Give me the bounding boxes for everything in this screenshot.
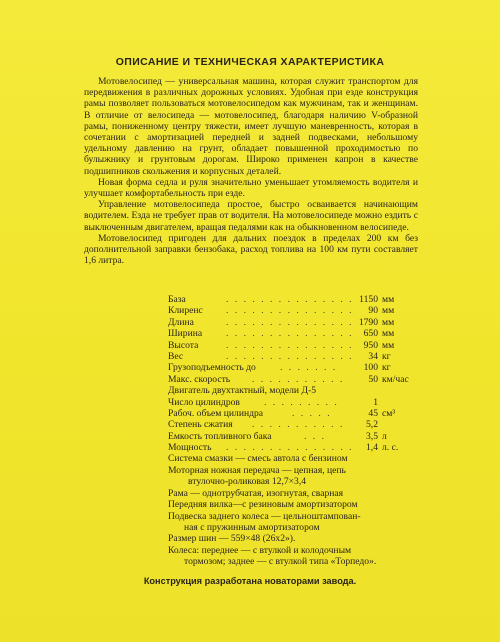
spec-label: Емкость топливного бака (168, 430, 272, 442)
spec-label: Степень сжатия (168, 419, 233, 431)
dot-leader: . . . . . . . (280, 362, 338, 374)
spec-label: Вес (168, 350, 184, 362)
spec-row (168, 340, 430, 351)
spec-label: Ширина (168, 328, 203, 340)
engine-spec-row (168, 419, 430, 430)
spec-value: 90 (368, 305, 378, 317)
spec-unit: л (382, 430, 387, 442)
spec-value: 100 (363, 362, 378, 374)
engine-spec-row (168, 408, 430, 419)
paragraph-comfort: Новая форма седла и руля значительно уменьшает утомляемость водителя и улучшает комфортабельность при езде. (84, 176, 418, 200)
dot-leader: . . . . . . . . . . . . . . . (226, 294, 354, 305)
spec-value: 650 (363, 328, 378, 340)
wheels-line-cont: тормозом; заднее — с втулкой типа «Торпедо». (184, 556, 377, 568)
dot-leader: . . . . . . . . . . . (252, 373, 345, 385)
frame-line: Рама — однотрубчатая, изогнутая, сварная (168, 487, 344, 499)
engine-spec-row (168, 442, 430, 453)
spec-row (168, 328, 430, 339)
transmission-line-cont: втулочно-роликовая 12,7×3,4 (188, 476, 307, 488)
spec-value: 50 (368, 373, 378, 385)
transmission-line: Моторная ножная передача — цепная, цепь (168, 464, 346, 476)
spec-unit: мм (382, 294, 395, 305)
spec-value: 3,5 (366, 430, 378, 442)
dot-leader: . . . . . (292, 407, 332, 419)
rear-suspension-line-cont: ная с пружинным амортизатором (184, 521, 320, 533)
description-text (84, 76, 418, 266)
spec-list (168, 294, 430, 568)
paragraph-control: Управление мотовелосипеда простое, быстро осваивается начинающим водителем. Езда не требует прав от водителя. На мотовелосипеде можно ездить с выключенным двигателем, вращая педалями как на обыкновенном велосипеде. (84, 199, 418, 233)
spec-value: 34 (368, 350, 378, 362)
fork-line: Передняя вилка—с резиновым амортизатором (168, 499, 358, 511)
spec-label: Клиренс (168, 305, 203, 317)
spec-label: Мощность (168, 442, 212, 454)
spec-label: Число цилиндров (168, 396, 240, 408)
spec-row (168, 351, 430, 362)
dot-leader: . . . . . . . . . (264, 396, 339, 408)
dot-leader: . . . . . . . . . . . (252, 419, 345, 431)
dot-leader: . . . . . . . . . . . . . . . (226, 305, 354, 317)
dot-leader: . . . . . . . . . . . . . . . (226, 339, 354, 351)
paragraph-intro: Мотовелосипед — универсальная машина, которая служит транспортом для передвижения в различных дорожных условиях. Удобная при езде конструкция рамы позволяет пользоваться мотовелосипедом как мужчинам, так и женщинам. В отличие от велосипеда — мотовелосипед, благодаря наличию V-образной рамы, пониженному центру тяжести, имеет лучшую маневренность, которая в сочетании с амортизацией передней и задней подвесками, небольшому удельному давлению на грунт, обладает повышенной проходимостью по булыжнику и грунтовым дорогам. Широко применен капрон в качестве подшипников скольжения и корпусных деталей. (84, 76, 418, 177)
spec-value: 1150 (359, 294, 378, 305)
dot-leader: . . . . . . . . . . . . . . . (226, 316, 354, 328)
lubrication-line: Система смазки — смесь автола с бензином (168, 453, 348, 465)
spec-unit: км/час (382, 373, 409, 385)
page-title: ОПИСАНИЕ И ТЕХНИЧЕСКАЯ ХАРАКТЕРИСТИКА (115, 56, 385, 68)
spec-label: Рабоч. объем цилиндра (168, 407, 264, 419)
dot-leader: . . . . . . . . . . . . . . . (226, 442, 354, 454)
engine-title: Двигатель двухтактный, модели Д-5 (168, 385, 316, 397)
spec-label: Макс. скорость (168, 373, 231, 385)
spec-value: 5,2 (366, 419, 378, 431)
spec-value: 950 (363, 339, 378, 351)
spec-label: База (168, 294, 186, 305)
spec-unit: л. с. (382, 442, 399, 454)
dot-leader: . . . (304, 430, 326, 442)
spec-row (168, 305, 430, 316)
spec-unit: мм (382, 305, 395, 317)
spec-unit: мм (382, 316, 395, 328)
spec-row (168, 362, 430, 373)
paragraph-range: Мотовелосипед пригоден для дальних поездок в пределах 200 км без дополнительной заправки бензобака, расход топлива на 100 км пути составляет 1,6 литра. (84, 232, 418, 267)
spec-value: 1,4 (366, 442, 378, 454)
spec-unit: кг (382, 362, 391, 374)
spec-row (168, 294, 430, 305)
spec-value: 45 (368, 407, 378, 419)
spec-unit: см³ (382, 407, 396, 419)
spec-value: 1 (373, 396, 378, 408)
spec-label: Длина (168, 316, 194, 328)
spec-row (168, 317, 430, 328)
engine-spec-row (168, 397, 430, 408)
spec-row (168, 374, 430, 385)
spec-value: 1790 (358, 316, 378, 328)
rear-suspension-line: Подвеска заднего колеса — цельноштампован- (168, 510, 361, 522)
wheels-line: Колеса: переднее — с втулкой и колодочным (168, 544, 352, 556)
engine-spec-row (168, 431, 430, 442)
dot-leader: . . . . . . . . . . . . . . . (226, 350, 354, 362)
dot-leader: . . . . . . . . . . . . . . . (226, 328, 354, 340)
spec-unit: кг (382, 350, 391, 362)
spec-label: Высота (168, 339, 199, 351)
spec-label: Грузоподъемность до (168, 362, 256, 374)
spec-unit: мм (382, 328, 395, 340)
footer-note: Конструкция разработана новаторами завода. (143, 576, 357, 586)
spec-unit: мм (382, 339, 395, 351)
tires-line: Размер шин — 559×48 (26х2»). (168, 533, 296, 545)
